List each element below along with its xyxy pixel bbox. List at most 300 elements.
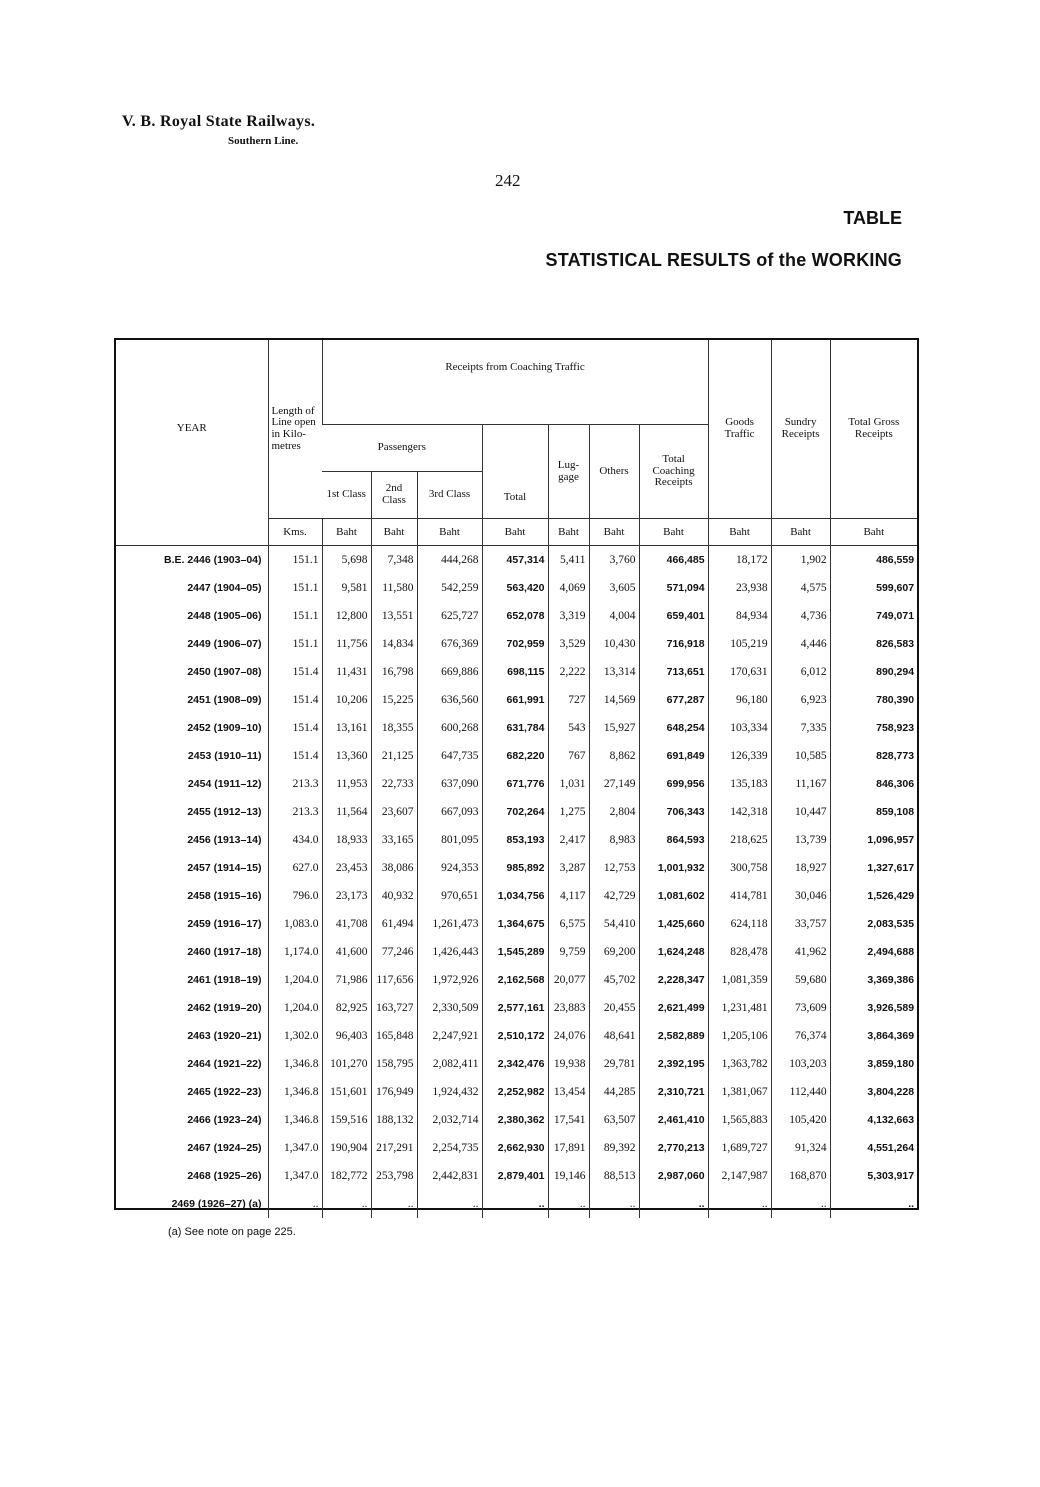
cell-gross: 1,327,617 xyxy=(830,854,917,882)
cell-oth: 13,314 xyxy=(589,658,639,686)
cell-oth: 45,702 xyxy=(589,966,639,994)
table-body xyxy=(116,546,917,1219)
cell-c3: 637,090 xyxy=(417,770,482,798)
cell-lug: 3,287 xyxy=(548,854,589,882)
unit-cell: Baht xyxy=(830,519,917,546)
cell-oth: 54,410 xyxy=(589,910,639,938)
cell-tcr: 2,582,889 xyxy=(639,1022,708,1050)
cell-total: 661,991 xyxy=(482,686,548,714)
table-title: STATISTICAL RESULTS of the WORKING xyxy=(545,250,902,270)
cell-km: 151.4 xyxy=(268,742,322,770)
cell-c1: 12,800 xyxy=(322,602,371,630)
cell-sundry: 10,585 xyxy=(771,742,830,770)
table-row xyxy=(116,798,917,826)
cell-tcr: 713,651 xyxy=(639,658,708,686)
cell-year: 2458 (1915–16) xyxy=(187,890,262,902)
cell-goods: 414,781 xyxy=(708,882,771,910)
cell-km: 213.3 xyxy=(268,798,322,826)
table-row xyxy=(116,1190,917,1218)
cell-c3: 801,095 xyxy=(417,826,482,854)
cell-year: 2452 (1909–10) xyxy=(187,722,262,734)
cell-oth: 14,569 xyxy=(589,686,639,714)
unit-cell: Baht xyxy=(548,519,589,546)
cell-km: 1,346.8 xyxy=(268,1078,322,1106)
cell-lug: 2,417 xyxy=(548,826,589,854)
cell-gross: 4,551,264 xyxy=(830,1134,917,1162)
cell-oth: 8,862 xyxy=(589,742,639,770)
passengers-group-header: Passengers xyxy=(322,425,482,472)
cell-oth: 27,149 xyxy=(589,770,639,798)
cell-c1: 11,564 xyxy=(322,798,371,826)
cell-km: 1,083.0 xyxy=(268,910,322,938)
cell-tcr: 2,228,347 xyxy=(639,966,708,994)
cell-lug: 4,117 xyxy=(548,882,589,910)
cell-tcr: 2,310,721 xyxy=(639,1078,708,1106)
cell-gross: 828,773 xyxy=(830,742,917,770)
cell-tcr: 1,624,248 xyxy=(639,938,708,966)
cell-c2: 18,355 xyxy=(371,714,417,742)
cell-gross: 3,804,228 xyxy=(830,1078,917,1106)
cell-km: .. xyxy=(268,1190,322,1218)
cell-c2: 7,348 xyxy=(371,546,417,575)
cell-total: 2,162,568 xyxy=(482,966,548,994)
cell-c2: 188,132 xyxy=(371,1106,417,1134)
first-class-header: 1st Class xyxy=(322,472,371,519)
cell-tcr: 648,254 xyxy=(639,714,708,742)
cell-c2: 15,225 xyxy=(371,686,417,714)
cell-c1: 41,600 xyxy=(322,938,371,966)
cell-tcr: 2,392,195 xyxy=(639,1050,708,1078)
cell-tcr: 2,461,410 xyxy=(639,1106,708,1134)
cell-c2: 253,798 xyxy=(371,1162,417,1190)
table-row xyxy=(116,630,917,658)
table-row xyxy=(116,1022,917,1050)
cell-tcr: 706,343 xyxy=(639,798,708,826)
cell-c3: 636,560 xyxy=(417,686,482,714)
cell-km: 1,204.0 xyxy=(268,994,322,1022)
cell-year: 2464 (1921–22) xyxy=(187,1058,262,1070)
cell-total: 2,342,476 xyxy=(482,1050,548,1078)
cell-goods: .. xyxy=(708,1190,771,1218)
cell-c3: 667,093 xyxy=(417,798,482,826)
cell-gross: 846,306 xyxy=(830,770,917,798)
cell-oth: 42,729 xyxy=(589,882,639,910)
cell-c3: 2,082,411 xyxy=(417,1050,482,1078)
cell-c3: 2,247,921 xyxy=(417,1022,482,1050)
cell-c2: 40,932 xyxy=(371,882,417,910)
cell-year: 2465 (1922–23) xyxy=(187,1086,262,1098)
cell-sundry: 33,757 xyxy=(771,910,830,938)
cell-lug: 23,883 xyxy=(548,994,589,1022)
cell-lug: 19,146 xyxy=(548,1162,589,1190)
cell-total: 682,220 xyxy=(482,742,548,770)
cell-c2: 21,125 xyxy=(371,742,417,770)
cell-tcr: 716,918 xyxy=(639,630,708,658)
cell-tcr: 699,956 xyxy=(639,770,708,798)
cell-sundry: .. xyxy=(771,1190,830,1218)
total-coaching-column-header: Total Coaching Receipts xyxy=(639,425,708,519)
unit-cell: Baht xyxy=(482,519,548,546)
cell-km: 151.4 xyxy=(268,714,322,742)
cell-total: 702,959 xyxy=(482,630,548,658)
cell-c2: 14,834 xyxy=(371,630,417,658)
cell-gross: 3,369,386 xyxy=(830,966,917,994)
cell-oth: 89,392 xyxy=(589,1134,639,1162)
cell-gross: 780,390 xyxy=(830,686,917,714)
cell-tcr: 1,081,602 xyxy=(639,882,708,910)
table-row xyxy=(116,1050,917,1078)
cell-c3: 542,259 xyxy=(417,574,482,602)
cell-total: 853,193 xyxy=(482,826,548,854)
cell-sundry: 76,374 xyxy=(771,1022,830,1050)
cell-goods: 126,339 xyxy=(708,742,771,770)
cell-km: 1,346.8 xyxy=(268,1050,322,1078)
cell-km: 1,347.0 xyxy=(268,1134,322,1162)
cell-km: 1,347.0 xyxy=(268,1162,322,1190)
cell-total: 698,115 xyxy=(482,658,548,686)
cell-lug: 767 xyxy=(548,742,589,770)
cell-oth: 69,200 xyxy=(589,938,639,966)
cell-c2: 217,291 xyxy=(371,1134,417,1162)
statistics-table-frame xyxy=(114,338,919,1210)
cell-km: 1,346.8 xyxy=(268,1106,322,1134)
luggage-column-header: Lug-gage xyxy=(548,425,589,519)
footnote: (a) See note on page 225. xyxy=(168,1226,296,1238)
cell-km: 627.0 xyxy=(268,854,322,882)
table-row xyxy=(116,854,917,882)
table-row xyxy=(116,574,917,602)
cell-goods: 142,318 xyxy=(708,798,771,826)
unit-cell: Baht xyxy=(589,519,639,546)
cell-lug: 3,529 xyxy=(548,630,589,658)
cell-total: 2,662,930 xyxy=(482,1134,548,1162)
cell-goods: 96,180 xyxy=(708,686,771,714)
cell-c2: 11,580 xyxy=(371,574,417,602)
table-label: TABLE xyxy=(843,208,902,228)
table-row xyxy=(116,826,917,854)
cell-c3: 647,735 xyxy=(417,742,482,770)
cell-tcr: 466,485 xyxy=(639,546,708,575)
cell-c1: 190,904 xyxy=(322,1134,371,1162)
cell-lug: .. xyxy=(548,1190,589,1218)
cell-oth: 2,804 xyxy=(589,798,639,826)
table-row xyxy=(116,658,917,686)
cell-year: 2454 (1911–12) xyxy=(187,778,262,790)
cell-c1: 23,453 xyxy=(322,854,371,882)
cell-oth: 15,927 xyxy=(589,714,639,742)
cell-c2: 176,949 xyxy=(371,1078,417,1106)
cell-goods: 170,631 xyxy=(708,658,771,686)
cell-goods: 105,219 xyxy=(708,630,771,658)
cell-total: 2,252,982 xyxy=(482,1078,548,1106)
cell-km: 1,204.0 xyxy=(268,966,322,994)
cell-c3: .. xyxy=(417,1190,482,1218)
cell-goods: 300,758 xyxy=(708,854,771,882)
cell-c1: 82,925 xyxy=(322,994,371,1022)
cell-c2: 117,656 xyxy=(371,966,417,994)
cell-gross: 4,132,663 xyxy=(830,1106,917,1134)
unit-cell: Baht xyxy=(708,519,771,546)
cell-c3: 970,651 xyxy=(417,882,482,910)
cell-c1: 9,581 xyxy=(322,574,371,602)
cell-c2: 33,165 xyxy=(371,826,417,854)
cell-year: 2457 (1914–15) xyxy=(187,862,262,874)
cell-sundry: 103,203 xyxy=(771,1050,830,1078)
table-row xyxy=(116,1106,917,1134)
cell-goods: 218,625 xyxy=(708,826,771,854)
coaching-receipts-group-header: Receipts from Coaching Traffic xyxy=(322,340,708,425)
table-row xyxy=(116,1162,917,1190)
cell-gross: 3,864,369 xyxy=(830,1022,917,1050)
cell-km: 151.1 xyxy=(268,546,322,575)
cell-lug: 19,938 xyxy=(548,1050,589,1078)
cell-c1: 13,360 xyxy=(322,742,371,770)
cell-c1: 159,516 xyxy=(322,1106,371,1134)
cell-goods: 103,334 xyxy=(708,714,771,742)
cell-gross: .. xyxy=(830,1190,917,1218)
cell-c3: 1,972,926 xyxy=(417,966,482,994)
cell-year: 2450 (1907–08) xyxy=(187,666,262,678)
cell-c2: 77,246 xyxy=(371,938,417,966)
cell-total: .. xyxy=(482,1190,548,1218)
cell-lug: 6,575 xyxy=(548,910,589,938)
cell-year: 2467 (1924–25) xyxy=(187,1142,262,1154)
cell-sundry: 4,736 xyxy=(771,602,830,630)
cell-year: 2456 (1913–14) xyxy=(187,834,262,846)
cell-c1: 23,173 xyxy=(322,882,371,910)
cell-c3: 444,268 xyxy=(417,546,482,575)
cell-c1: 71,986 xyxy=(322,966,371,994)
cell-total: 2,510,172 xyxy=(482,1022,548,1050)
cell-c3: 1,261,473 xyxy=(417,910,482,938)
cell-lug: 4,069 xyxy=(548,574,589,602)
cell-oth: 3,605 xyxy=(589,574,639,602)
cell-c2: 22,733 xyxy=(371,770,417,798)
cell-sundry: 105,420 xyxy=(771,1106,830,1134)
cell-sundry: 11,167 xyxy=(771,770,830,798)
cell-tcr: 659,401 xyxy=(639,602,708,630)
cell-year: 2449 (1906–07) xyxy=(187,638,262,650)
cell-tcr: 691,849 xyxy=(639,742,708,770)
cell-c1: 11,953 xyxy=(322,770,371,798)
cell-goods: 1,231,481 xyxy=(708,994,771,1022)
cell-total: 563,420 xyxy=(482,574,548,602)
cell-year: 2462 (1919–20) xyxy=(187,1002,262,1014)
cell-year: 2468 (1925–26) xyxy=(187,1170,262,1182)
cell-total: 1,545,289 xyxy=(482,938,548,966)
cell-goods: 135,183 xyxy=(708,770,771,798)
cell-year: 2463 (1920–21) xyxy=(187,1030,262,1042)
cell-year: 2448 (1905–06) xyxy=(187,610,262,622)
cell-lug: 5,411 xyxy=(548,546,589,575)
table-row xyxy=(116,1134,917,1162)
others-column-header: Others xyxy=(589,425,639,519)
cell-c1: 151,601 xyxy=(322,1078,371,1106)
cell-tcr: 677,287 xyxy=(639,686,708,714)
cell-c2: 163,727 xyxy=(371,994,417,1022)
cell-km: 796.0 xyxy=(268,882,322,910)
cell-goods: 1,205,106 xyxy=(708,1022,771,1050)
cell-goods: 2,147,987 xyxy=(708,1162,771,1190)
cell-c3: 2,032,714 xyxy=(417,1106,482,1134)
sundry-column-header: Sundry Receipts xyxy=(771,340,830,519)
cell-c2: 38,086 xyxy=(371,854,417,882)
cell-c1: 182,772 xyxy=(322,1162,371,1190)
third-class-header: 3rd Class xyxy=(417,472,482,519)
cell-tcr: 2,987,060 xyxy=(639,1162,708,1190)
cell-c2: 16,798 xyxy=(371,658,417,686)
cell-sundry: 1,902 xyxy=(771,546,830,575)
cell-oth: 10,430 xyxy=(589,630,639,658)
cell-c1: 11,756 xyxy=(322,630,371,658)
cell-sundry: 41,962 xyxy=(771,938,830,966)
cell-tcr: .. xyxy=(639,1190,708,1218)
table-row xyxy=(116,938,917,966)
cell-tcr: 2,770,213 xyxy=(639,1134,708,1162)
cell-sundry: 168,870 xyxy=(771,1162,830,1190)
cell-c3: 676,369 xyxy=(417,630,482,658)
cell-km: 151.1 xyxy=(268,602,322,630)
cell-c3: 625,727 xyxy=(417,602,482,630)
cell-c3: 1,924,432 xyxy=(417,1078,482,1106)
cell-oth: 44,285 xyxy=(589,1078,639,1106)
cell-c1: 41,708 xyxy=(322,910,371,938)
cell-sundry: 73,609 xyxy=(771,994,830,1022)
cell-year: 2447 (1904–05) xyxy=(187,582,262,594)
cell-total: 2,380,362 xyxy=(482,1106,548,1134)
cell-goods: 1,565,883 xyxy=(708,1106,771,1134)
cell-c1: 11,431 xyxy=(322,658,371,686)
units-row xyxy=(116,519,917,546)
cell-tcr: 864,593 xyxy=(639,826,708,854)
cell-c2: .. xyxy=(371,1190,417,1218)
cell-total: 2,879,401 xyxy=(482,1162,548,1190)
cell-year: 2459 (1916–17) xyxy=(187,918,262,930)
cell-km: 1,302.0 xyxy=(268,1022,322,1050)
cell-c3: 2,254,735 xyxy=(417,1134,482,1162)
cell-km: 434.0 xyxy=(268,826,322,854)
cell-oth: 3,760 xyxy=(589,546,639,575)
cell-km: 151.4 xyxy=(268,686,322,714)
cell-lug: 1,275 xyxy=(548,798,589,826)
cell-gross: 599,607 xyxy=(830,574,917,602)
cell-total: 2,577,161 xyxy=(482,994,548,1022)
cell-total: 652,078 xyxy=(482,602,548,630)
cell-goods: 1,381,067 xyxy=(708,1078,771,1106)
cell-lug: 543 xyxy=(548,714,589,742)
cell-gross: 890,294 xyxy=(830,658,917,686)
cell-c2: 158,795 xyxy=(371,1050,417,1078)
cell-year: 2460 (1917–18) xyxy=(187,946,262,958)
cell-oth: 12,753 xyxy=(589,854,639,882)
cell-year: B.E. 2446 (1903–04) xyxy=(164,554,262,566)
table-row xyxy=(116,686,917,714)
cell-oth: 29,781 xyxy=(589,1050,639,1078)
cell-oth: 48,641 xyxy=(589,1022,639,1050)
table-row xyxy=(116,714,917,742)
cell-goods: 828,478 xyxy=(708,938,771,966)
table-row xyxy=(116,882,917,910)
cell-km: 151.1 xyxy=(268,574,322,602)
cell-c3: 2,330,509 xyxy=(417,994,482,1022)
cell-c2: 165,848 xyxy=(371,1022,417,1050)
cell-c3: 2,442,831 xyxy=(417,1162,482,1190)
cell-gross: 826,583 xyxy=(830,630,917,658)
cell-km: 151.1 xyxy=(268,630,322,658)
cell-lug: 3,319 xyxy=(548,602,589,630)
cell-c1: 5,698 xyxy=(322,546,371,575)
unit-cell: Baht xyxy=(639,519,708,546)
cell-lug: 9,759 xyxy=(548,938,589,966)
cell-year: 2466 (1923–24) xyxy=(187,1114,262,1126)
cell-total: 702,264 xyxy=(482,798,548,826)
cell-lug: 13,454 xyxy=(548,1078,589,1106)
cell-sundry: 7,335 xyxy=(771,714,830,742)
cell-sundry: 4,575 xyxy=(771,574,830,602)
cell-c3: 1,426,443 xyxy=(417,938,482,966)
cell-gross: 486,559 xyxy=(830,546,917,575)
table-row xyxy=(116,602,917,630)
cell-c3: 600,268 xyxy=(417,714,482,742)
cell-sundry: 10,447 xyxy=(771,798,830,826)
cell-lug: 24,076 xyxy=(548,1022,589,1050)
page-number: 242 xyxy=(495,171,521,190)
cell-oth: 8,983 xyxy=(589,826,639,854)
unit-cell: Baht xyxy=(417,519,482,546)
cell-km: 1,174.0 xyxy=(268,938,322,966)
cell-gross: 2,083,535 xyxy=(830,910,917,938)
length-column-header: Length of Line open in Kilo-metres xyxy=(268,340,322,519)
cell-gross: 749,071 xyxy=(830,602,917,630)
cell-gross: 1,096,957 xyxy=(830,826,917,854)
cell-goods: 1,689,727 xyxy=(708,1134,771,1162)
cell-oth: 20,455 xyxy=(589,994,639,1022)
cell-goods: 624,118 xyxy=(708,910,771,938)
cell-gross: 1,526,429 xyxy=(830,882,917,910)
cell-km: 213.3 xyxy=(268,770,322,798)
document-heading: V. B. Royal State Railways. xyxy=(122,113,316,130)
cell-c1: 10,206 xyxy=(322,686,371,714)
goods-column-header: Goods Traffic xyxy=(708,340,771,519)
year-column-header: YEAR xyxy=(176,422,207,435)
second-class-header: 2nd Class xyxy=(371,472,417,519)
cell-total: 1,034,756 xyxy=(482,882,548,910)
cell-sundry: 91,324 xyxy=(771,1134,830,1162)
cell-goods: 18,172 xyxy=(708,546,771,575)
total-gross-column-header: Total Gross Receipts xyxy=(830,340,917,519)
cell-year: 2451 (1908–09) xyxy=(187,694,262,706)
cell-oth: 4,004 xyxy=(589,602,639,630)
table-row xyxy=(116,770,917,798)
cell-c2: 23,607 xyxy=(371,798,417,826)
cell-oth: .. xyxy=(589,1190,639,1218)
cell-sundry: 6,923 xyxy=(771,686,830,714)
cell-year: 2461 (1918–19) xyxy=(187,974,262,986)
cell-tcr: 571,094 xyxy=(639,574,708,602)
cell-gross: 859,108 xyxy=(830,798,917,826)
cell-goods: 23,938 xyxy=(708,574,771,602)
cell-c1: 18,933 xyxy=(322,826,371,854)
statistics-table xyxy=(116,340,917,1218)
cell-c1: 96,403 xyxy=(322,1022,371,1050)
cell-gross: 2,494,688 xyxy=(830,938,917,966)
unit-cell: Baht xyxy=(322,519,371,546)
cell-lug: 1,031 xyxy=(548,770,589,798)
unit-cell: Baht xyxy=(371,519,417,546)
cell-c2: 13,551 xyxy=(371,602,417,630)
table-row xyxy=(116,994,917,1022)
table-row xyxy=(116,966,917,994)
